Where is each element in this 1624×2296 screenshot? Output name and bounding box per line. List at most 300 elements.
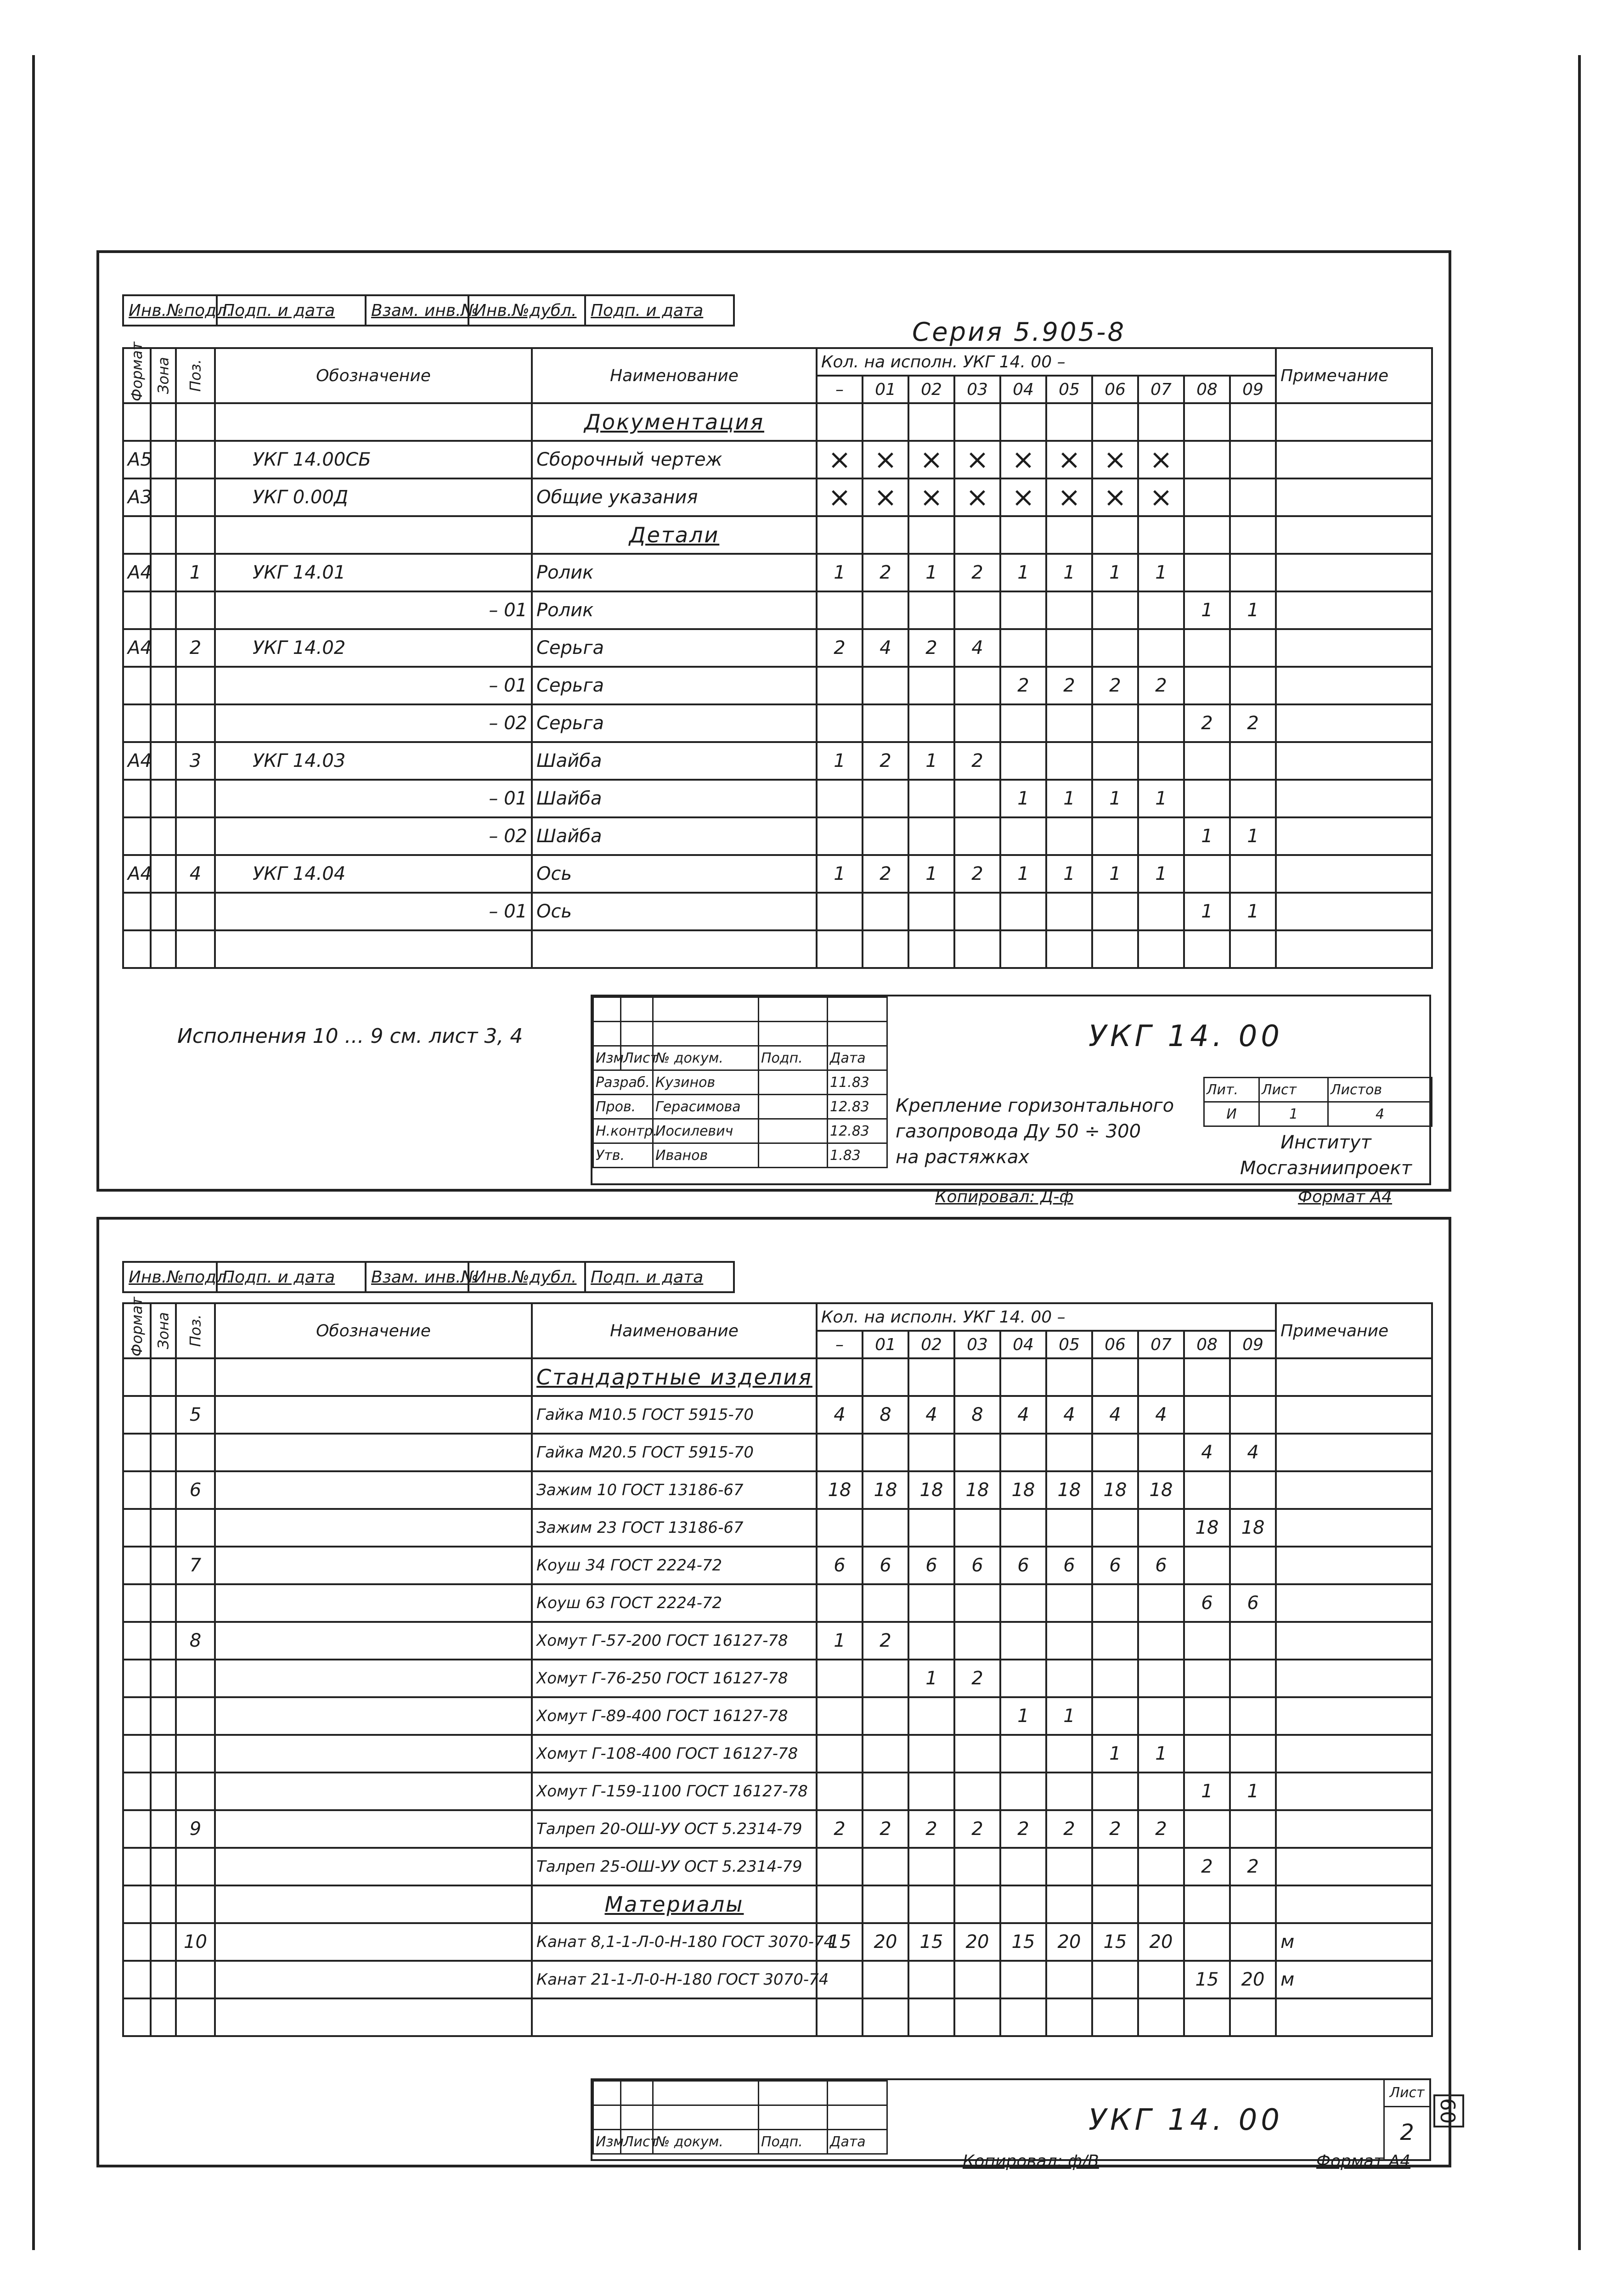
note-cell (1276, 441, 1432, 478)
document-code: УКГ 14. 00 (1088, 2103, 1283, 2137)
qty-cell (1000, 629, 1046, 667)
qty-cell (1230, 629, 1276, 667)
cross-mark: × (1057, 481, 1081, 513)
qty-cell (1046, 893, 1092, 930)
designation-cell (215, 1660, 532, 1697)
zone-cell (151, 1848, 176, 1885)
qty-cell: 6 (1092, 1547, 1138, 1584)
qty-cell (1230, 403, 1276, 441)
empty-cell (1184, 1998, 1230, 2036)
qty-cell (1092, 1773, 1138, 1810)
table-row (123, 1622, 1432, 1660)
qty-cell (1046, 1358, 1092, 1396)
pos-cell (176, 704, 215, 742)
sheets-label: Листов (1328, 1078, 1432, 1102)
qty-cell (1000, 1434, 1046, 1471)
qty-cell (908, 591, 954, 629)
cross-mark: × (919, 444, 943, 476)
variant-header: 08 (1184, 1331, 1230, 1358)
qty-cell: 1 (908, 554, 954, 591)
pos-cell: 6 (176, 1471, 215, 1509)
qty-cell (1184, 1358, 1230, 1396)
approval-grid (592, 2080, 888, 2155)
qty-cell (1184, 1810, 1230, 1848)
qty-cell: 2 (954, 1660, 1000, 1697)
qty-cell (908, 441, 954, 478)
qty-cell: 18 (1184, 1509, 1230, 1547)
qty-cell: 18 (863, 1471, 908, 1509)
cross-mark: × (965, 481, 989, 513)
empty-cell (817, 1998, 863, 2036)
zone-cell (151, 1773, 176, 1810)
qty-cell: 1 (1230, 1773, 1276, 1810)
name-cell: Хомут Г-76-250 ГОСТ 16127-78 (532, 1660, 817, 1697)
qty-cell (1230, 1735, 1276, 1773)
variant-header: 01 (863, 376, 908, 403)
qty-cell: 2 (1000, 1810, 1046, 1848)
name-cell: Талреп 20-ОШ-УУ ОСТ 5.2314-79 (532, 1810, 817, 1848)
change-header-row (593, 2130, 887, 2154)
pos-cell (176, 591, 215, 629)
qty-cell (954, 591, 1000, 629)
designation-cell (215, 1848, 532, 1885)
format-cell: А3 (123, 478, 151, 516)
qty-cell (1230, 478, 1276, 516)
note-cell (1276, 1660, 1432, 1697)
note-cell (1276, 855, 1432, 893)
qty-cell: 2 (908, 1810, 954, 1848)
format-cell (123, 780, 151, 817)
title-line: газопровода Ду 50 ÷ 300 (896, 1121, 1141, 1142)
table-row (123, 667, 1432, 704)
empty-cell (1046, 1998, 1092, 2036)
variant-header: 02 (908, 1331, 954, 1358)
table-row (123, 1660, 1432, 1697)
name-cell: Сборочный чертеж (532, 441, 817, 478)
qty-cell (954, 817, 1000, 855)
qty-cell (1184, 1923, 1230, 1961)
variant-header: 06 (1092, 376, 1138, 403)
qty-cell (908, 403, 954, 441)
table-row (123, 1697, 1432, 1735)
header-strip-cell: Подп. и дата (591, 301, 704, 320)
name-cell: Коуш 34 ГОСТ 2224-72 (532, 1547, 817, 1584)
zone-cell (151, 780, 176, 817)
name-cell: Гайка М10.5 ГОСТ 5915-70 (532, 1396, 817, 1434)
qty-cell (1046, 516, 1092, 554)
name-cell: Зажим 10 ГОСТ 13186-67 (532, 1471, 817, 1509)
qty-cell: 2 (1184, 704, 1230, 742)
qty-cell (1230, 516, 1276, 554)
qty-cell (954, 1735, 1000, 1773)
archive-header-strip (122, 1261, 735, 1293)
variant-header: 06 (1092, 1331, 1138, 1358)
qty-cell: 1 (1138, 855, 1184, 893)
approval-role: Утв. (593, 1143, 653, 1168)
zone-cell (151, 1547, 176, 1584)
table-row (123, 780, 1432, 817)
qty-cell (1046, 1961, 1092, 1998)
designation-cell: УКГ 14.03 (215, 742, 532, 780)
qty-cell (1000, 1358, 1046, 1396)
qty-cell: 1 (1000, 855, 1046, 893)
qty-cell: 15 (1000, 1923, 1046, 1961)
qty-cell (1046, 1735, 1092, 1773)
qty-cell (817, 1773, 863, 1810)
qty-cell (908, 780, 954, 817)
qty-cell (1230, 554, 1276, 591)
qty-cell: 15 (1184, 1961, 1230, 1998)
qty-cell (1230, 1396, 1276, 1434)
blank-cell (828, 2081, 887, 2105)
pos-cell (176, 667, 215, 704)
qty-cell: 18 (1230, 1509, 1276, 1547)
blank-cell (621, 1022, 653, 1046)
zone-cell (151, 403, 176, 441)
qty-cell (1138, 1697, 1184, 1735)
name-cell: Коуш 63 ГОСТ 2224-72 (532, 1584, 817, 1622)
variant-header: 05 (1046, 1331, 1092, 1358)
qty-cell: 1 (817, 554, 863, 591)
qty-cell: 1 (1184, 591, 1230, 629)
name-cell: Серьга (532, 629, 817, 667)
blank-cell (621, 2105, 653, 2130)
qty-cell: 1 (1046, 554, 1092, 591)
qty-cell: 6 (1000, 1547, 1046, 1584)
cross-mark: × (1103, 444, 1127, 476)
cross-mark: × (1011, 444, 1035, 476)
qty-cell: 1 (1092, 1735, 1138, 1773)
qty-cell (954, 478, 1000, 516)
qty-cell (817, 704, 863, 742)
variant-header: 09 (1230, 376, 1276, 403)
qty-cell (1092, 629, 1138, 667)
designation-cell (215, 1471, 532, 1509)
qty-cell (908, 1697, 954, 1735)
pos-cell: 9 (176, 1810, 215, 1848)
note-cell (1276, 817, 1432, 855)
note-cell (1276, 667, 1432, 704)
header-strip-cell: Инв.№подл. (124, 296, 218, 325)
format-cell (123, 1773, 151, 1810)
specification-table (122, 342, 1433, 969)
qty-cell (863, 1358, 908, 1396)
pos-cell (176, 1735, 215, 1773)
qty-cell (954, 441, 1000, 478)
name-cell: Шайба (532, 742, 817, 780)
qty-cell (1184, 1735, 1230, 1773)
designation-cell (215, 1434, 532, 1471)
qty-cell (1184, 780, 1230, 817)
name-cell: Хомут Г-108-400 ГОСТ 16127-78 (532, 1735, 817, 1773)
qty-cell: 2 (1000, 667, 1046, 704)
empty-cell (1092, 930, 1138, 968)
qty-cell (1092, 1697, 1138, 1735)
header-strip-cell: Инв.№подл. (124, 1263, 218, 1291)
note-cell: м (1276, 1961, 1432, 1998)
blank-row (593, 2105, 887, 2130)
qty-cell (1046, 403, 1092, 441)
qty-cell: 2 (908, 629, 954, 667)
format-cell (123, 1885, 151, 1923)
designation-cell (215, 403, 532, 441)
qty-cell (1092, 516, 1138, 554)
blank-cell (653, 2081, 759, 2105)
approval-row (593, 1119, 887, 1143)
note-cell (1276, 1735, 1432, 1773)
qty-cell: 2 (863, 554, 908, 591)
qty-cell (1000, 1961, 1046, 1998)
zone-cell (151, 667, 176, 704)
empty-cell (863, 930, 908, 968)
qty-cell (1138, 1434, 1184, 1471)
qty-cell (1184, 403, 1230, 441)
table-row (123, 1961, 1432, 1998)
qty-cell (1138, 1358, 1184, 1396)
format-cell: А4 (123, 629, 151, 667)
qty-cell (908, 1584, 954, 1622)
copied-by: Копировал: Д-ф (935, 1187, 1074, 1206)
cross-mark: × (1057, 444, 1081, 476)
qty-cell: 1 (1230, 591, 1276, 629)
pos-cell (176, 1358, 215, 1396)
qty-cell (1230, 1697, 1276, 1735)
approval-row (593, 1070, 887, 1095)
qty-cell (863, 1773, 908, 1810)
zone-cell (151, 1810, 176, 1848)
sheet-value: 1 (1259, 1102, 1328, 1126)
table-row (123, 1434, 1432, 1471)
zone-cell (151, 1584, 176, 1622)
table-row (123, 1735, 1432, 1773)
qty-cell (1138, 591, 1184, 629)
qty-cell (1138, 1622, 1184, 1660)
name-cell (532, 403, 817, 441)
qty-cell (908, 1509, 954, 1547)
pos-cell (176, 441, 215, 478)
empty-cell (908, 930, 954, 968)
empty-cell (215, 930, 532, 968)
table-row (123, 704, 1432, 742)
name-cell: Гайка М20.5 ГОСТ 5915-70 (532, 1434, 817, 1471)
qty-cell (863, 1509, 908, 1547)
name-cell: Талреп 25-ОШ-УУ ОСТ 5.2314-79 (532, 1848, 817, 1885)
qty-cell (908, 1434, 954, 1471)
designation-cell: УКГ 14.04 (215, 855, 532, 893)
designation-cell: УКГ 0.00Д (215, 478, 532, 516)
qty-cell (817, 1358, 863, 1396)
qty-cell: 1 (1184, 817, 1230, 855)
variant-header: 05 (1046, 376, 1092, 403)
archive-header-strip (122, 294, 735, 326)
zone-cell (151, 1735, 176, 1773)
note-cell (1276, 591, 1432, 629)
change-header: Лист (621, 2130, 653, 2154)
qty-cell (1092, 1848, 1138, 1885)
qty-cell (1230, 780, 1276, 817)
qty-cell (1000, 1622, 1046, 1660)
table-row (123, 817, 1432, 855)
qty-cell: 4 (1092, 1396, 1138, 1434)
qty-cell (954, 1885, 1000, 1923)
format-cell (123, 1735, 151, 1773)
series-label: Серия 5.905-8 (912, 317, 1126, 347)
qty-cell: 1 (1230, 817, 1276, 855)
zone-cell (151, 1471, 176, 1509)
qty-cell (817, 1584, 863, 1622)
qty-cell (1184, 629, 1230, 667)
qty-cell (1138, 629, 1184, 667)
qty-cell (863, 1434, 908, 1471)
qty-cell (1046, 704, 1092, 742)
format-cell (123, 1961, 151, 1998)
format-cell (123, 1848, 151, 1885)
qty-cell (1138, 1660, 1184, 1697)
qty-cell (863, 1697, 908, 1735)
qty-cell (863, 667, 908, 704)
qty-cell (1138, 1848, 1184, 1885)
qty-cell (908, 478, 954, 516)
pos-cell (176, 1660, 215, 1697)
blank-cell (759, 2105, 828, 2130)
qty-cell: 1 (1184, 893, 1230, 930)
empty-cell (1230, 930, 1276, 968)
qty-cell (908, 1735, 954, 1773)
format-cell (123, 1660, 151, 1697)
approval-signature (759, 1119, 828, 1143)
table-row (123, 554, 1432, 591)
qty-cell (1230, 1622, 1276, 1660)
zone-cell (151, 1660, 176, 1697)
table-row (123, 1848, 1432, 1885)
sheet-label: Лист (1385, 2080, 1429, 2107)
zone-cell (151, 704, 176, 742)
empty-cell (123, 1998, 151, 2036)
designation-cell (215, 1735, 532, 1773)
qty-cell (1230, 1547, 1276, 1584)
qty-cell (1184, 742, 1230, 780)
qty-cell (1138, 704, 1184, 742)
blank-cell (828, 1022, 887, 1046)
empty-cell (954, 1998, 1000, 2036)
qty-cell (1138, 817, 1184, 855)
qty-cell (863, 478, 908, 516)
format-cell: А4 (123, 855, 151, 893)
pos-cell (176, 1961, 215, 1998)
qty-cell (863, 780, 908, 817)
blank-cell (593, 2081, 621, 2105)
col-zone-header: Зона (151, 348, 176, 403)
qty-cell (1092, 1660, 1138, 1697)
designation-cell (215, 1358, 532, 1396)
empty-cell (1184, 930, 1230, 968)
specification-table (122, 1297, 1433, 2037)
empty-cell (1000, 1998, 1046, 2036)
empty-cell (1276, 1998, 1432, 2036)
format-cell (123, 893, 151, 930)
table-row (123, 1584, 1432, 1622)
qty-cell: 1 (1046, 855, 1092, 893)
qty-cell (1046, 1848, 1092, 1885)
qty-cell: 2 (1230, 1848, 1276, 1885)
qty-cell: 2 (1138, 1810, 1184, 1848)
qty-cell (1138, 403, 1184, 441)
designation-cell (215, 1509, 532, 1547)
format-cell (123, 1396, 151, 1434)
designation-cell (215, 516, 532, 554)
qty-cell (1184, 1396, 1230, 1434)
table-row (123, 1358, 1432, 1396)
qty-cell (1230, 1358, 1276, 1396)
qty-cell: 6 (863, 1547, 908, 1584)
qty-cell (1046, 478, 1092, 516)
qty-cell (908, 516, 954, 554)
empty-cell (1092, 1998, 1138, 2036)
zone-cell (151, 1923, 176, 1961)
qty-cell (1000, 704, 1046, 742)
pos-cell (176, 1697, 215, 1735)
change-header: Изм (593, 1046, 621, 1070)
qty-cell (1000, 1584, 1046, 1622)
qty-cell (1092, 441, 1138, 478)
qty-cell (863, 403, 908, 441)
qty-cell (1046, 817, 1092, 855)
blank-row (593, 997, 887, 1022)
qty-cell (817, 817, 863, 855)
qty-cell: 2 (863, 1810, 908, 1848)
blank-cell (828, 997, 887, 1022)
qty-cell: 2 (863, 1622, 908, 1660)
qty-cell: 2 (954, 742, 1000, 780)
note-cell (1276, 478, 1432, 516)
variant-header: 01 (863, 1331, 908, 1358)
table-row (123, 629, 1432, 667)
qty-cell (1138, 1773, 1184, 1810)
designation-cell: – 01 (215, 780, 532, 817)
format-cell (123, 667, 151, 704)
note-cell (1276, 780, 1432, 817)
designation-cell (215, 1961, 532, 1998)
qty-cell (817, 780, 863, 817)
name-cell (532, 516, 817, 554)
name-cell: Хомут Г-57-200 ГОСТ 16127-78 (532, 1622, 817, 1660)
qty-cell (1046, 591, 1092, 629)
name-cell: Шайба (532, 780, 817, 817)
qty-cell (863, 591, 908, 629)
note-cell (1276, 1773, 1432, 1810)
format-cell (123, 1697, 151, 1735)
qty-cell (1092, 591, 1138, 629)
blank-cell (593, 997, 621, 1022)
empty-cell (215, 1998, 532, 2036)
qty-cell: 18 (1092, 1471, 1138, 1509)
name-cell: Хомут Г-159-1100 ГОСТ 16127-78 (532, 1773, 817, 1810)
pos-cell: 4 (176, 855, 215, 893)
qty-cell (908, 1848, 954, 1885)
zone-cell (151, 742, 176, 780)
qty-cell (863, 817, 908, 855)
qty-cell: 4 (954, 629, 1000, 667)
designation-cell: – 01 (215, 591, 532, 629)
zone-cell (151, 1434, 176, 1471)
blank-cell (593, 1022, 621, 1046)
name-cell: Серьга (532, 704, 817, 742)
empty-cell (151, 930, 176, 968)
qty-cell (1092, 1885, 1138, 1923)
qty-cell (954, 1961, 1000, 1998)
note-cell (1276, 1622, 1432, 1660)
qty-cell (1092, 1961, 1138, 1998)
